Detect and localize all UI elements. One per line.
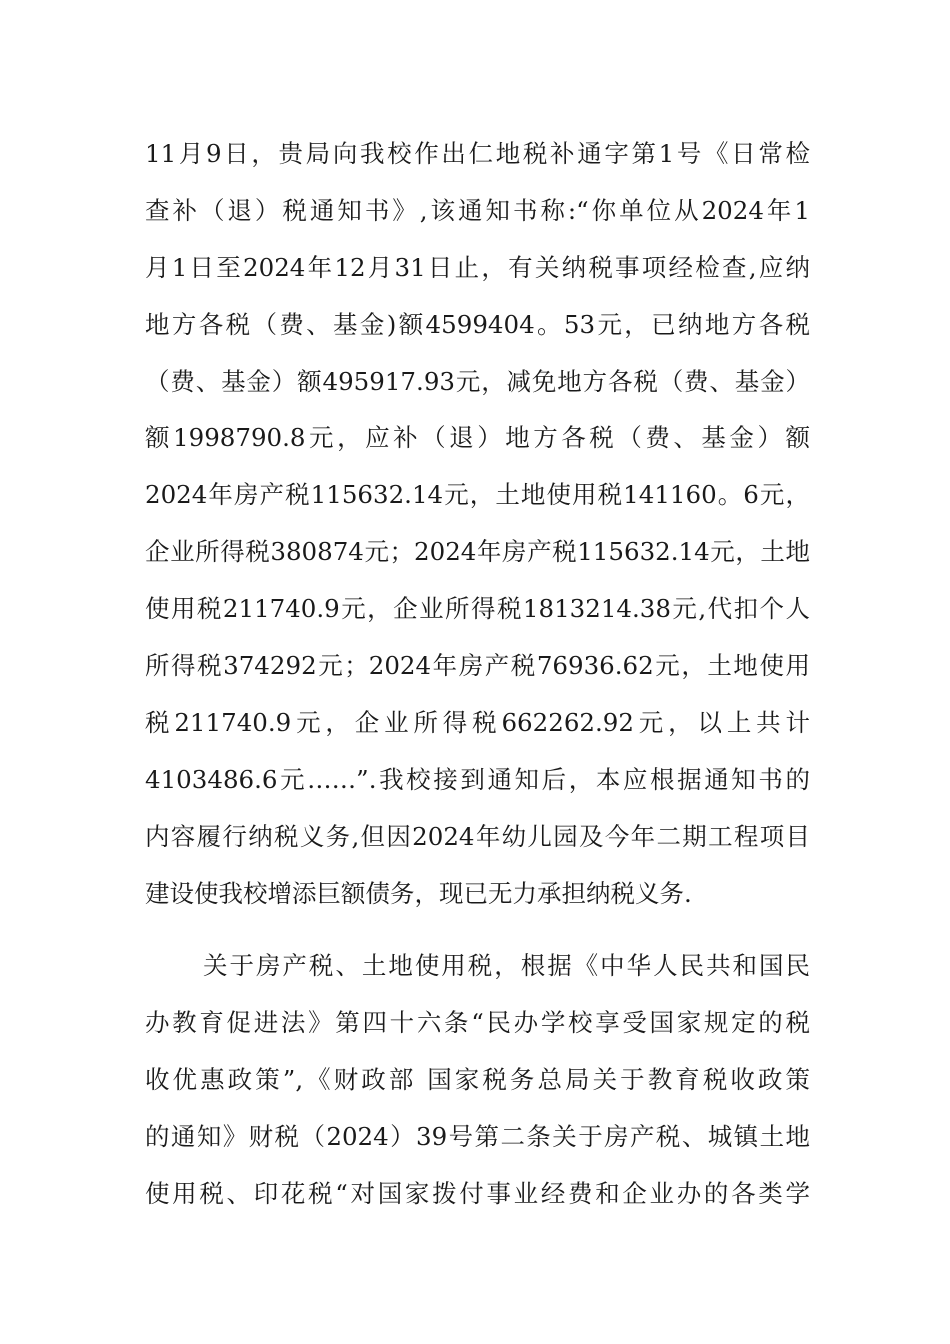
text-line-last: 建设使我校增添巨额债务，现已无力承担纳税义务. xyxy=(145,878,692,908)
text-line: 收优惠政策”,《财政部 国家税务总局关于教育税收政策 xyxy=(145,1064,810,1094)
text-line: 的通知》财税（2024）39号第二条关于房产税、城镇土地 xyxy=(145,1121,810,1151)
paragraph-tax-policy xyxy=(145,943,810,1227)
text-line: 查补（退）税通知书》,该通知书称:“你单位从2024年1 xyxy=(145,195,810,225)
text-line: 使用税211740.9元，企业所得税1813214.38元,代扣个人 xyxy=(145,594,810,624)
text-line: （费、基金）额495917.93元，减免地方各税（费、基金） xyxy=(145,366,810,396)
text-line: 4103486.6元……”.我校接到通知后，本应根据通知书的 xyxy=(145,764,810,794)
text-line: 11月9日，贵局向我校作出仁地税补通字第1号《日常检 xyxy=(145,139,810,168)
text-line: 税211740.9元，企业所得税662262.92元，以上共计 xyxy=(145,707,810,737)
text-line: 企业所得税380874元；2024年房产税115632.14元，土地 xyxy=(145,537,810,567)
text-line: 使用税、印花税“对国家拨付事业经费和企业办的各类学 xyxy=(145,1178,810,1208)
text-line: 月1日至2024年12月31日止，有关纳税事项经检查,应纳 xyxy=(145,252,810,282)
text-line-first: 关于房产税、土地使用税，根据《中华人民共和国民 xyxy=(203,951,810,980)
text-line: 所得税374292元；2024年房产税76936.62元，土地使用 xyxy=(145,651,810,681)
text-line: 2024年房产税115632.14元，土地使用税141160。6元， xyxy=(145,480,810,510)
text-line: 内容履行纳税义务,但因2024年幼儿园及今年二期工程项目 xyxy=(145,821,810,851)
text-line: 地方各税（费、基金)额4599404。53元，已纳地方各税 xyxy=(145,309,810,339)
text-line: 额1998790.8元，应补（退）地方各税（费、基金）额 xyxy=(145,423,810,453)
text-line: 办教育促进法》第四十六条“民办学校享受国家规定的税 xyxy=(145,1007,810,1037)
paragraph-tax-notice xyxy=(145,131,810,927)
